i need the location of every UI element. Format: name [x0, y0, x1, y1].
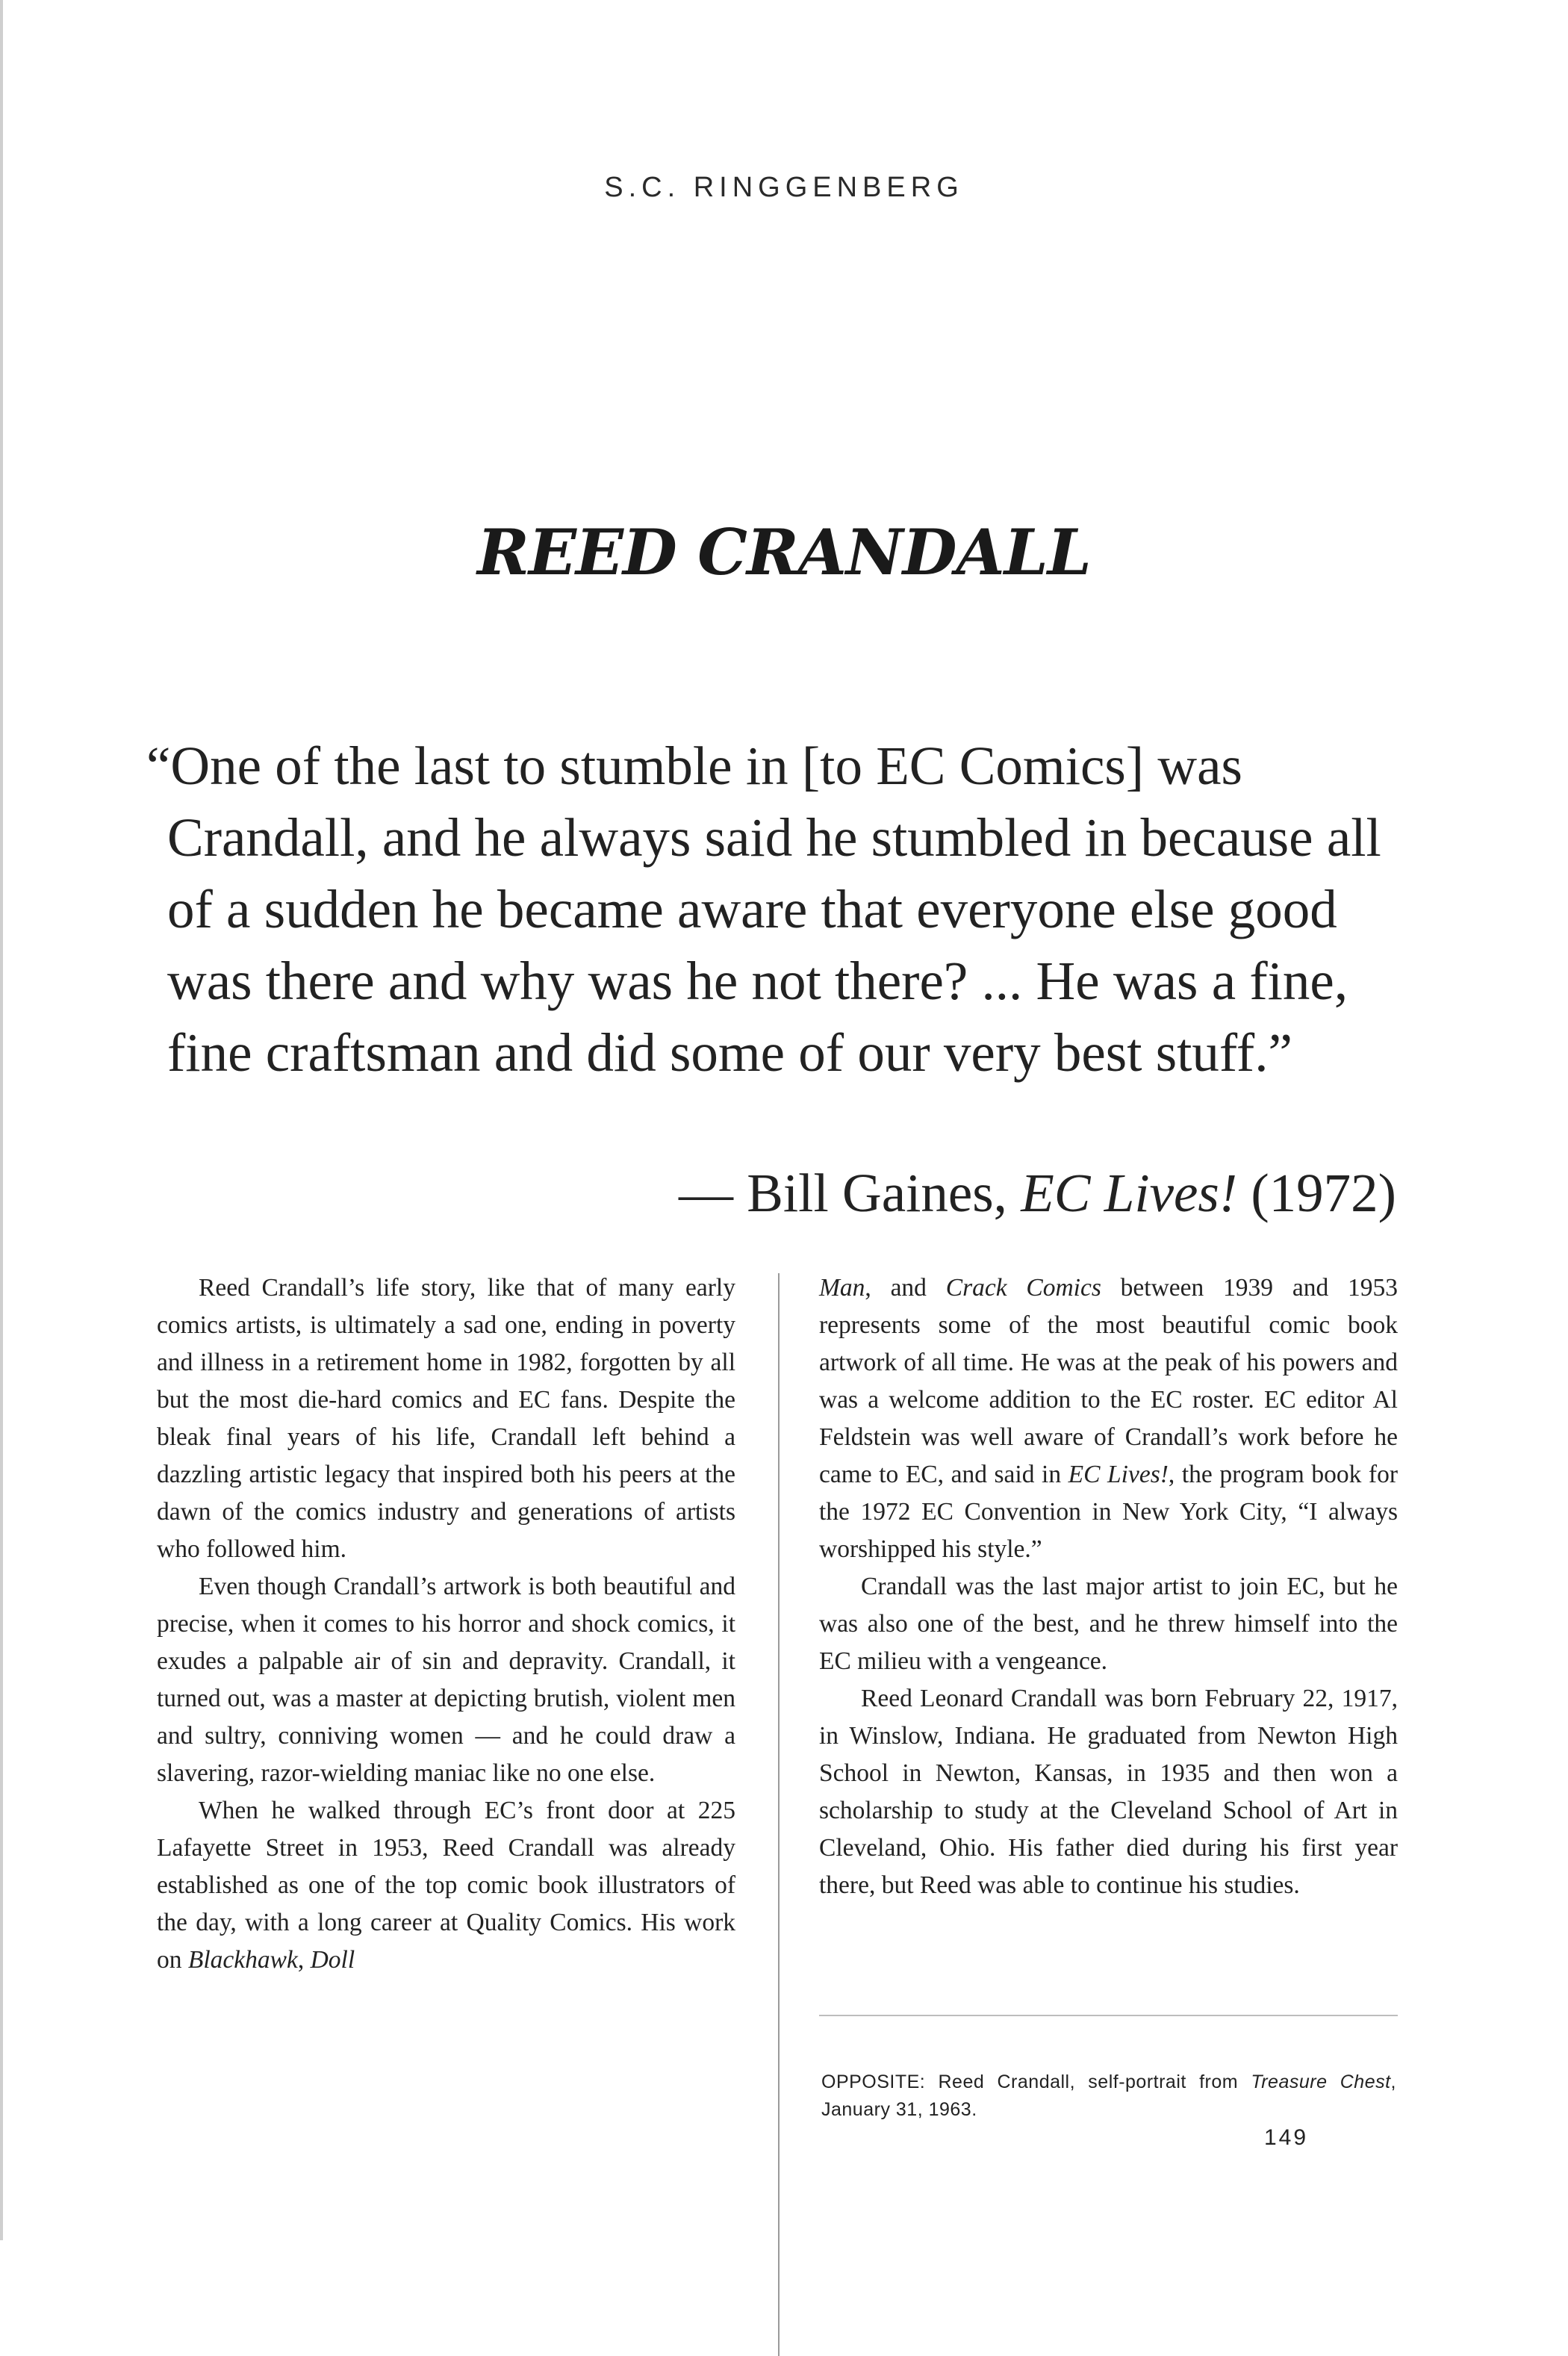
page-edge: [0, 0, 3, 2240]
chapter-title: REED CRANDALL: [477, 515, 1091, 589]
paragraph: Even though Crandall’s artwork is both beautiful and precise, when it comes to his horror and shock comics, it exudes a palpable air of sin and depravity. Crandall, it turned out, was a master at depicting brutish, violent men and sultry, conniving women — and he could draw a slavering, razor-wielding maniac like no one else.: [157, 1573, 735, 1787]
paragraph: Reed Leonard Crandall was born February 22, 1917, in Winslow, Indiana. He graduated from Newton High School in Newton, Kansas, in 1935 and then won a scholarship to study at the Cleveland School of Art in Cleveland, Ohio. His father died during his first year there, but Reed was able to continue his studies.: [819, 1685, 1398, 1899]
paragraph: When he walked through EC’s front door at 225 Lafayette Street in 1953, Reed Crandall was already established as one of the top comic book illustrators of the day, with a long career at Quality Comics. His work on Blackhawk, Doll: [157, 1797, 735, 1974]
attribution-work: EC Lives!: [1021, 1163, 1238, 1223]
paragraph: Crandall was the last major artist to join EC, but he was also one of the best, and he threw himself into the EC milieu with a vengeance.: [819, 1573, 1398, 1675]
paragraph: Man, and Crack Comics between 1939 and 1953 represents some of the most beautiful comic book artwork of all time. He was at the peak of his powers and was a welcome addition to the EC roster. EC editor Al Feldstein was well aware of Crandall’s work before he came to EC, and said in EC Lives!, the program book for the 1972 EC Convention in New York City, “I always worshipped his style.”: [819, 1274, 1398, 1563]
column-divider: [778, 1273, 780, 2356]
caption-label: OPPOSITE:: [821, 2071, 926, 2092]
attribution-year: (1972): [1237, 1163, 1396, 1223]
epigraph-quote-text: “One of the last to stumble in [to EC Comics] was Crandall, and he always said he stumbled in because all of a sudden he became aware that everyone else good was there and why was he not there? ... He was a fine, fine craftsman and did some of our very best stuff.”: [146, 736, 1381, 1083]
image-caption: OPPOSITE: Reed Crandall, self-portrait from Treasure Chest, January 31, 1963.: [821, 2071, 1396, 2120]
epigraph-attribution: [679, 1162, 1396, 1225]
body-column-left: [157, 1269, 735, 1979]
body-column-right: [819, 1269, 1398, 1904]
page-number: 149: [1264, 2125, 1309, 2150]
attribution-prefix: — Bill Gaines,: [678, 1163, 1021, 1223]
paragraph: Reed Crandall’s life story, like that of many early comics artists, is ultimately a sad one, ending in poverty and illness in a retirement home in 1982, forgotten by all but the most die-hard comics and EC fans. Despite the bleak final years of his life, Crandall left behind a dazzling artistic legacy that inspired both his peers at the dawn of the comics industry and generations of artists who followed him.: [157, 1274, 735, 1563]
author-name: S.C. RINGGENBERG: [604, 172, 964, 203]
caption-divider: [819, 2015, 1398, 2016]
caption-work: Treasure Chest: [1251, 2071, 1391, 2092]
epigraph-quote: [146, 730, 1419, 1089]
